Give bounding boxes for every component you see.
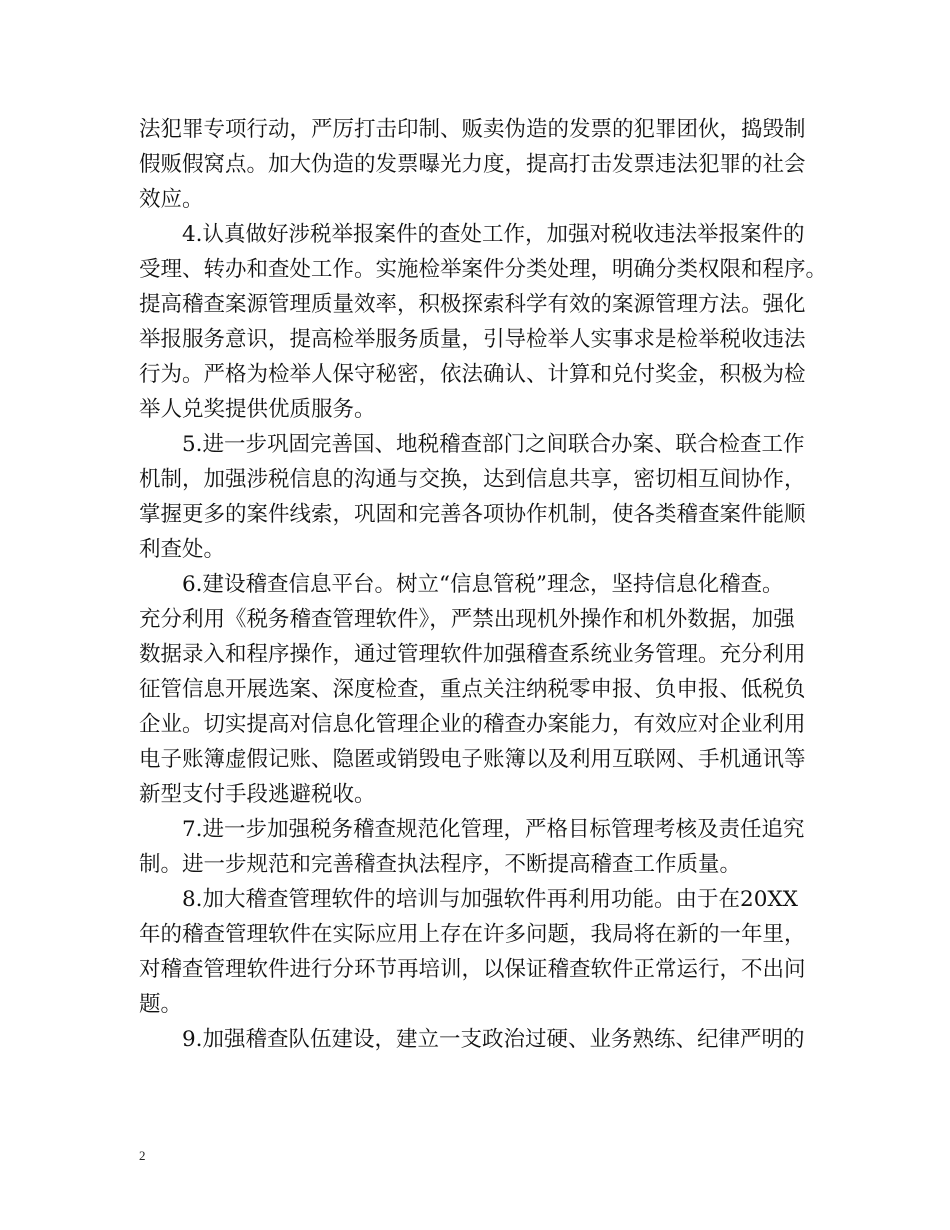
text-line: 企业。切实提高对信息化管理企业的稽查办案能力，有效应对企业利用 [139, 712, 806, 737]
text-line: 新型支付手段逃避税收。 [139, 782, 376, 807]
paragraph-7-start: 7.进一步加强税务稽查规范化管理，严格目标管理考核及责任追究 [182, 817, 805, 842]
text-line: 效应。 [139, 187, 204, 212]
paragraph-9-start: 9.加强稽查队伍建设，建立一支政治过硬、业务熟练、纪律严明的 [182, 1027, 805, 1052]
text-line: 充分利用《税务稽查管理软件》，严禁出现机外操作和机外数据，加强 [139, 607, 795, 632]
text-line: 机制，加强涉税信息的沟通与交换，达到信息共享，密切相互间协作， [139, 467, 806, 492]
text-line: 电子账簿虚假记账、隐匿或销毁电子账簿以及利用互联网、手机通讯等 [139, 747, 806, 772]
text-line: 举报服务意识，提高检举服务质量，引导检举人实事求是检举税收违法 [139, 327, 806, 352]
text-line: 征管信息开展选案、深度检查，重点关注纳税零申报、负申报、低税负 [139, 677, 806, 702]
page-number: 2 [139, 1148, 146, 1163]
text-line: 举人兑奖提供优质服务。 [139, 397, 376, 422]
text-line: 利查处。 [139, 537, 226, 562]
text-line: 题。 [139, 992, 183, 1017]
text-line: 提高稽查案源管理质量效率，积极探索科学有效的案源管理方法。强化 [139, 292, 806, 317]
text-line: 行为。严格为检举人保守秘密，依法确认、计算和兑付奖金，积极为检 [139, 362, 806, 387]
text-line: 法犯罪专项行动，严厉打击印制、贩卖伪造的发票的犯罪团伙，捣毁制 [139, 117, 806, 142]
text-line: 对稽查管理软件进行分环节再培训，以保证稽查软件正常运行，不出问 [139, 957, 806, 982]
text-line: 假贩假窝点。加大伪造的发票曝光力度，提高打击发票违法犯罪的社会 [139, 152, 806, 177]
paragraph-5-start: 5.进一步巩固完善国、地税稽查部门之间联合办案、联合检查工作 [182, 432, 805, 457]
text-line: 制。进一步规范和完善稽查执法程序，不断提高稽查工作质量。 [139, 852, 742, 877]
paragraph-4-start: 4.认真做好涉税举报案件的查处工作，加强对税收违法举报案件的 [182, 222, 805, 247]
text-line: 年的稽查管理软件在实际应用上存在许多问题，我局将在新的一年里， [139, 922, 806, 947]
text-line: 受理、转办和查处工作。实施检举案件分类处理，明确分类权限和程序。 [139, 257, 828, 282]
text-line: 掌握更多的案件线索，巩固和完善各项协作机制，使各类稽查案件能顺 [139, 502, 806, 527]
text-line: 数据录入和程序操作，通过管理软件加强稽查系统业务管理。充分利用 [139, 642, 806, 667]
paragraph-6-start: 6.建设稽查信息平台。树立“信息管税”理念，坚持信息化稽查。 [182, 572, 784, 597]
paragraph-8-start: 8.加大稽查管理软件的培训与加强软件再利用功能。由于在20XX [182, 887, 798, 912]
